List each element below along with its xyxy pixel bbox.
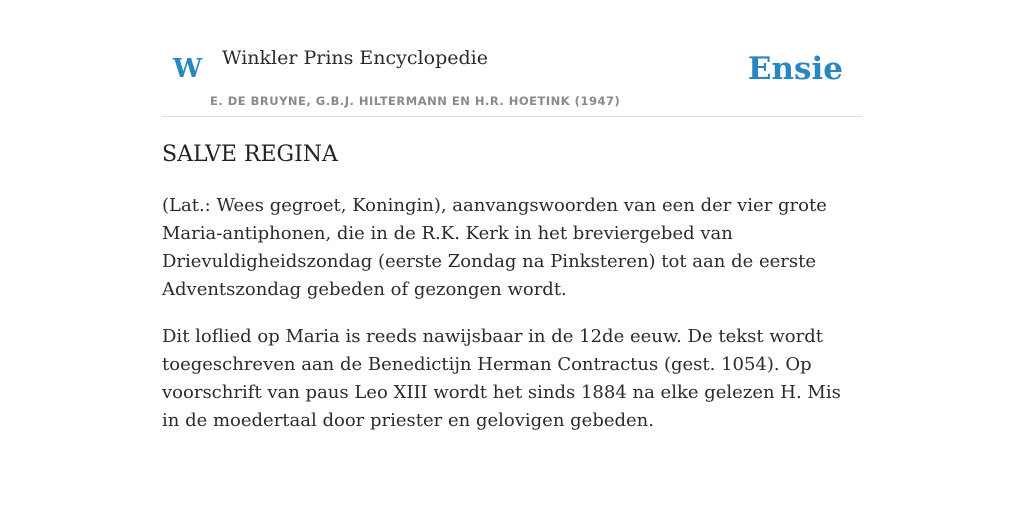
- winkler-prins-logo[interactable]: W: [173, 54, 203, 84]
- source-title[interactable]: Winkler Prins Encyclopedie: [222, 47, 488, 69]
- source-authors: E. DE BRUYNE, G.B.J. HILTERMANN EN H.R. HOETINK (1947): [210, 94, 621, 108]
- ensie-logo-link[interactable]: Ensie: [747, 51, 843, 87]
- article-title: SALVE REGINA: [162, 142, 338, 167]
- article-paragraph-2: Dit loflied op Maria is reeds nawijsbaar in de 12de eeuw. De tekst wordt toegeschreven aan de Benedictijn Herman Contractus (gest. 1054). Op voorschrift van paus Leo XIII wordt het sinds 1884 na elke gelezen H. Mis in de moedertaal door priester en gelovigen gebeden.: [162, 326, 841, 431]
- source-header: [162, 0, 862, 117]
- article-paragraph-1: (Lat.: Wees gegroet, Koningin), aanvangswoorden van een der vier grote Maria-antiphonen, die in de R.K. Kerk in het breviergebed van Drievuldigheidszondag (eerste Zondag na Pinksteren) tot aan de eerste Adventszondag gebeden of gezongen wordt.: [162, 195, 827, 300]
- page-container: [162, 0, 862, 431]
